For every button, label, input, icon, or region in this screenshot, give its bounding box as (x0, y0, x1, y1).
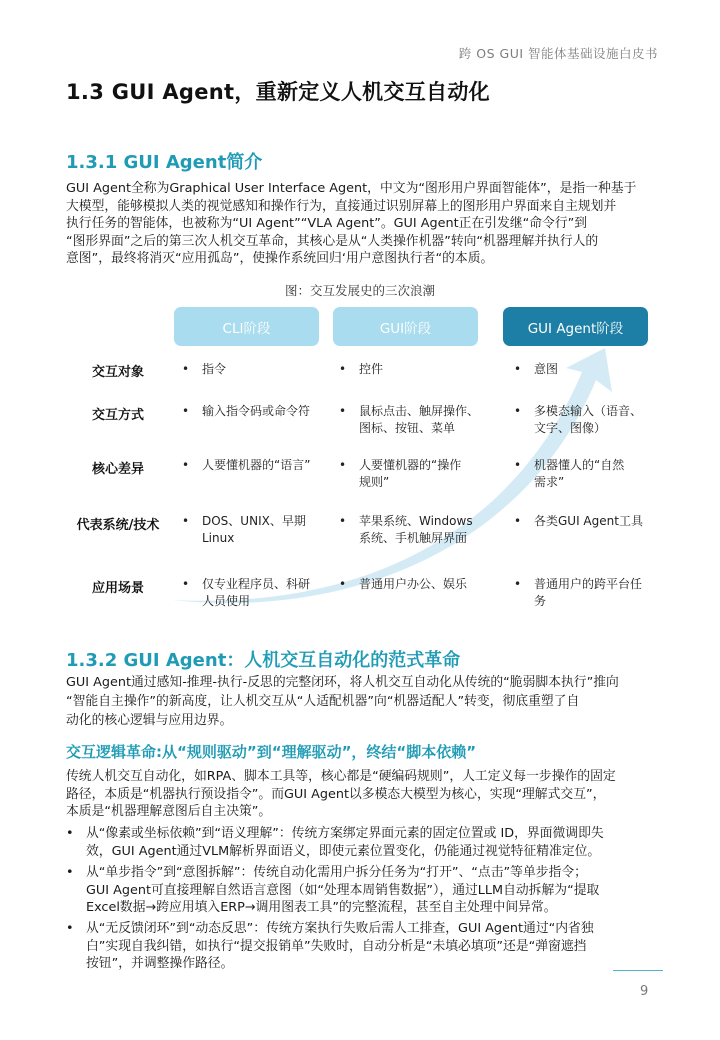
figure-caption: 图：交互发展史的三次浪潮 (284, 283, 435, 298)
table-cell (339, 513, 489, 547)
table-cell (514, 403, 654, 437)
row-label: 代表系统/技术 (76, 518, 160, 533)
paragraph-line: 动化的核心逻辑与应用边界。 (66, 713, 233, 728)
stage-gui: GUI阶段 (333, 307, 478, 346)
bullet-dot: • (514, 362, 522, 376)
bullet-dot: • (66, 865, 74, 880)
cell-text: 人要懂机器的“语言” (202, 458, 311, 472)
bullet-dot: • (514, 458, 522, 472)
subsection-title-intro: 1.3.1 GUI Agent简介 (66, 152, 263, 173)
row-label: 交互方式 (91, 408, 144, 423)
cell-text: 控件 (359, 362, 384, 376)
bullet-line: 从“单步指令”到“意图拆解”：传统自动化需用户拆分任务为“打开”、“点击”等单步指令； (86, 865, 587, 880)
paragraph-line: GUI Agent通过感知-推理-执行-反思的完整闭环，将人机交互自动化从传统的“脆弱脚本执行”推向 (66, 675, 619, 690)
cell-text: DOS、UNIX、早期 Linux (202, 514, 306, 545)
paragraph-line: “智能自主操作”的新高度，让人机交互从“人适配机器”向“机器适配人”转变，彻底重塑了自 (66, 694, 580, 709)
stage-cli: CLI阶段 (174, 307, 319, 346)
bullet-dot: • (182, 577, 190, 591)
cell-text: 苹果系统、Windows 系统、手机触屏界面 (359, 514, 473, 545)
row-label: 交互对象 (91, 365, 144, 380)
section-title: 1.3 GUI Agent，重新定义人机交互自动化 (66, 80, 490, 104)
cell-text: 仅专业程序员、科研 人员使用 (202, 577, 311, 608)
subheading-logic-revolution: 交互逻辑革命:从“规则驱动”到“理解驱动”，终结“脚本依赖” (66, 743, 477, 761)
cell-text: 指令 (202, 362, 227, 376)
bullet-dot: • (514, 404, 522, 418)
stage-gui-agent: GUI Agent阶段 (503, 307, 648, 346)
bullet-dot: • (182, 458, 190, 472)
bullet-dot: • (66, 921, 74, 936)
bullet-item (66, 825, 658, 860)
bullet-dot: • (182, 514, 190, 528)
bullet-line: 按钮”，并调整操作路径。 (86, 956, 234, 971)
bullet-dot: • (339, 458, 347, 472)
cell-text: 机器懂人的“自然 需求” (534, 458, 625, 489)
bullet-line: Excel数据→跨应用填入ERP→调用图表工具”的完整流程，甚至自主处理中间异常。 (86, 900, 557, 915)
subsection-title-revolution: 1.3.2 GUI Agent：人机交互自动化的范式革命 (66, 650, 461, 671)
table-cell (514, 457, 654, 491)
table-cell (339, 457, 489, 491)
paragraph-line: 本质是“机器理解意图后自主决策”。 (66, 804, 272, 819)
row-label: 核心差异 (91, 462, 144, 477)
header-title: 跨 OS GUI 智能体基础设施白皮书 (458, 46, 658, 61)
table-cell (182, 513, 322, 547)
bullet-line: 白”实现自我纠错，如执行“提交报销单”失败时，自动分析是“未填必填项”还是“弹窗遮挡 (86, 938, 587, 954)
table-cell (514, 513, 664, 530)
table-cell (182, 457, 332, 474)
paragraph-line: 执行任务的智能体，也被称为“UI Agent”“VLA Agent”。GUI Agent正在引发继“命令行”到 (66, 216, 588, 231)
cell-text: 各类GUI Agent工具 (534, 514, 643, 528)
bullet-item (66, 920, 658, 973)
bullet-dot: • (182, 404, 190, 418)
table-cell (514, 361, 654, 378)
cell-text: 人要懂机器的“操作 规则” (359, 458, 462, 489)
cell-text: 输入指令码或命令符 (202, 404, 311, 418)
bullet-dot: • (339, 362, 347, 376)
table-cell (339, 361, 489, 378)
bullet-line: 从“无反馈闭环”到“动态反思”：传统方案执行失败后需人工排查，GUI Agent通过“内省独 (86, 921, 594, 936)
bullet-dot: • (514, 514, 522, 528)
paragraph-line: 大模型，能够模拟人类的视觉感知和操作行为，直接通过识别屏幕上的图形用户界面来自主规划并 (66, 198, 617, 214)
bullet-dot: • (339, 577, 347, 591)
bullet-line: GUI Agent可直接理解自然语言意图（如“处理本周销售数据”），通过LLM自动拆解为“提取 (86, 882, 600, 898)
table-cell (182, 361, 322, 378)
table-cell (339, 403, 489, 437)
cell-text: 普通用户的跨平台任 务 (534, 577, 643, 608)
cell-text: 多模态输入（语音、 文字、图像） (534, 404, 643, 435)
bullet-dot: • (339, 404, 347, 418)
bullet-dot: • (339, 514, 347, 528)
paragraph-line: 路径，本质是“机器执行预设指令”。而GUI Agent以多模态大模型为核心，实现“理解式交互”， (66, 786, 606, 802)
paragraph-line: GUI Agent全称为Graphical User Interface Agent，中文为“图形用户界面智能体”，是指一种基于 (66, 181, 637, 196)
paragraph-line: 传统人机交互自动化，如RPA、脚本工具等，核心都是“硬编码规则”，人工定义每一步操作的固定 (66, 769, 616, 784)
table-cell (514, 576, 654, 610)
cell-text: 意图 (534, 362, 559, 376)
bullet-line: 效，GUI Agent通过VLM解析界面语义，即使元素位置变化，仍能通过视觉特征精准定位。 (86, 843, 601, 859)
table-cell (182, 576, 322, 610)
bullet-dot: • (66, 826, 74, 841)
footer-divider (613, 970, 663, 971)
cell-text: 普通用户办公、娱乐 (359, 577, 468, 591)
bullet-dot: • (514, 577, 522, 591)
cell-text: 鼠标点击、触屏操作、 图标、按钮、菜单 (359, 404, 480, 435)
bullet-dot: • (182, 362, 190, 376)
paragraph-line: 意图”，最终将消灭“应用孤岛”，使操作系统回归‘用户意图执行者“的本质。 (66, 251, 494, 266)
table-cell (339, 576, 489, 593)
paragraph-line: “图形界面”之后的第三次人机交互革命，其核心是从“人类操作机器”转向“机器理解并执行人的 (66, 233, 599, 249)
page-number: 9 (640, 984, 649, 999)
row-label: 应用场景 (91, 581, 144, 596)
table-cell (182, 403, 322, 420)
bullet-item (66, 864, 658, 917)
bullet-line: 从“像素或坐标依赖”到“语义理解”：传统方案绑定界面元素的固定位置或 ID，界面微调即失 (86, 826, 604, 841)
